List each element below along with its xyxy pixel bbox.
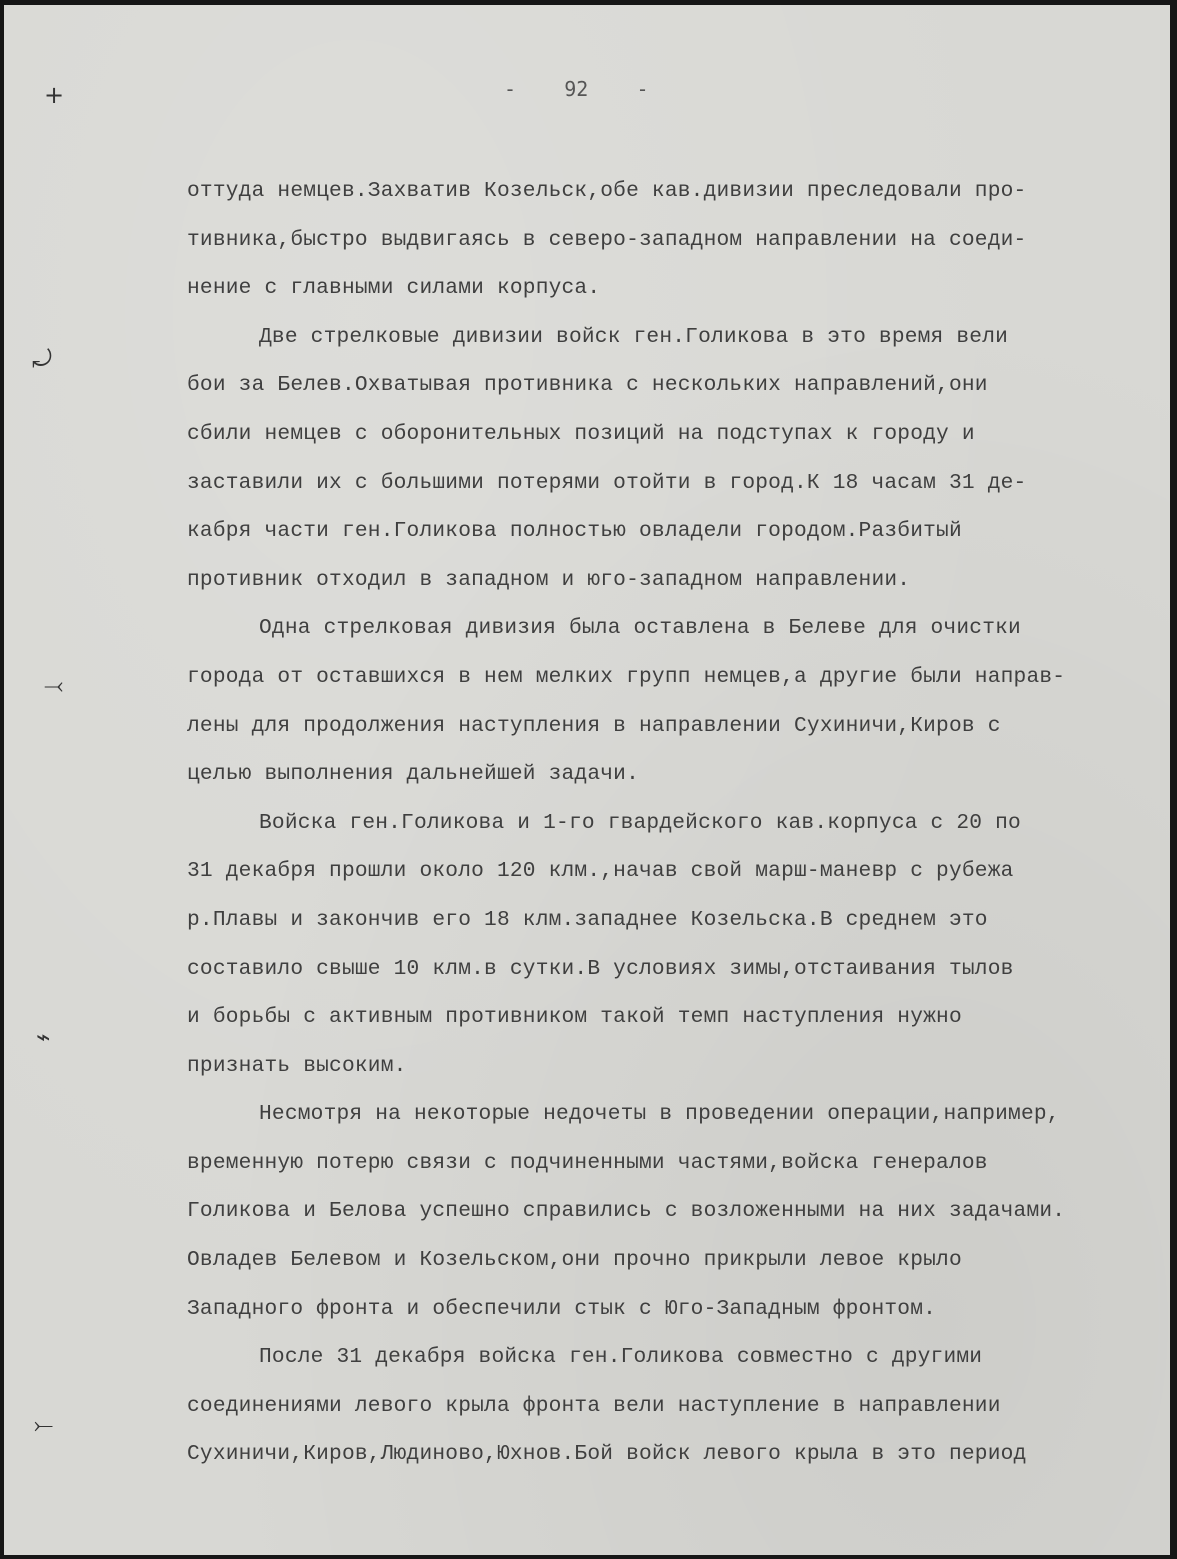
text-line: Одна стрелковая дивизия была оставлена в Белеве для очистки [259, 616, 1021, 641]
text-line: нение с главными силами корпуса. [187, 276, 601, 301]
text-line: Две стрелковые дивизии войск ген.Голикова в это время вели [259, 324, 1009, 349]
text-line: бои за Белев.Охватывая противника с нескольких направлений,они [187, 373, 988, 398]
margin-cross-mark: + [44, 81, 65, 109]
text-line: Сухиничи,Киров,Людиново,Юхнов.Бой войск левого крыла в это период [187, 1442, 1027, 1467]
body-text [187, 167, 1172, 1479]
page-number: - 92 - [504, 77, 649, 101]
text-line: и борьбы с активным противником такой темп наступления нужно [187, 1005, 962, 1030]
text-line: противник отходил в западном и юго-западном направлении. [187, 567, 911, 592]
text-line: города от оставшихся в нем мелких групп немцев,а другие были направ- [187, 664, 1066, 689]
text-line: Голикова и Белова успешно справились с возложенными на них задачами. [187, 1199, 1066, 1224]
text-line: признать высоким. [187, 1053, 407, 1078]
margin-tick-mark: ⤙ [44, 671, 64, 699]
text-line: лены для продолжения наступления в направлении Сухиничи,Киров с [187, 713, 1001, 738]
text-line: После 31 декабря войска ген.Голикова совместно с другими [259, 1345, 983, 1370]
text-line: соединениями левого крыла фронта вели наступление в направлении [187, 1393, 1001, 1418]
margin-tick-mark: ⤚ [34, 1411, 54, 1439]
text-line: составило свыше 10 клм.в сутки.В условиях зимы,отстаивания тылов [187, 956, 1014, 981]
text-line: кабря части ген.Голикова полностью овладели городом.Разбитый [187, 519, 962, 544]
text-line: заставили их с большими потерями отойти в город.К 18 часам 31 де- [187, 470, 1027, 495]
text-line: р.Плавы и закончив его 18 клм.западнее Козельска.В среднем это [187, 907, 988, 932]
text-line: Войска ген.Голикова и 1-го гвардейского кав.корпуса с 20 по [259, 810, 1021, 835]
text-line: Несмотря на некоторые недочеты в проведении операции,например, [259, 1102, 1060, 1127]
text-line: тивника,быстро выдвигаясь в северо-западном направлении на соеди- [187, 227, 1027, 252]
text-line: Западного фронта и обеспечили стык с Юго-Западным фронтом. [187, 1296, 937, 1321]
text-line: целью выполнения дальнейшей задачи. [187, 762, 640, 787]
text-line: сбили немцев с оборонительных позиций на подступах к городу и [187, 421, 975, 446]
text-line: оттуда немцев.Захватив Козельск,обе кав.дивизии преследовали про- [187, 179, 1027, 203]
text-line: Овладев Белевом и Козельском,они прочно прикрыли левое крыло [187, 1248, 962, 1273]
text-line: 31 декабря прошли около 120 клм.,начав свой марш-маневр с рубежа [187, 859, 1014, 884]
text-line: временную потерю связи с подчиненными частями,войска генералов [187, 1150, 988, 1175]
margin-tick-mark: ⌁ [36, 1023, 51, 1051]
typewritten-page [4, 5, 1170, 1555]
margin-tick-mark: ⤾ [32, 345, 52, 373]
